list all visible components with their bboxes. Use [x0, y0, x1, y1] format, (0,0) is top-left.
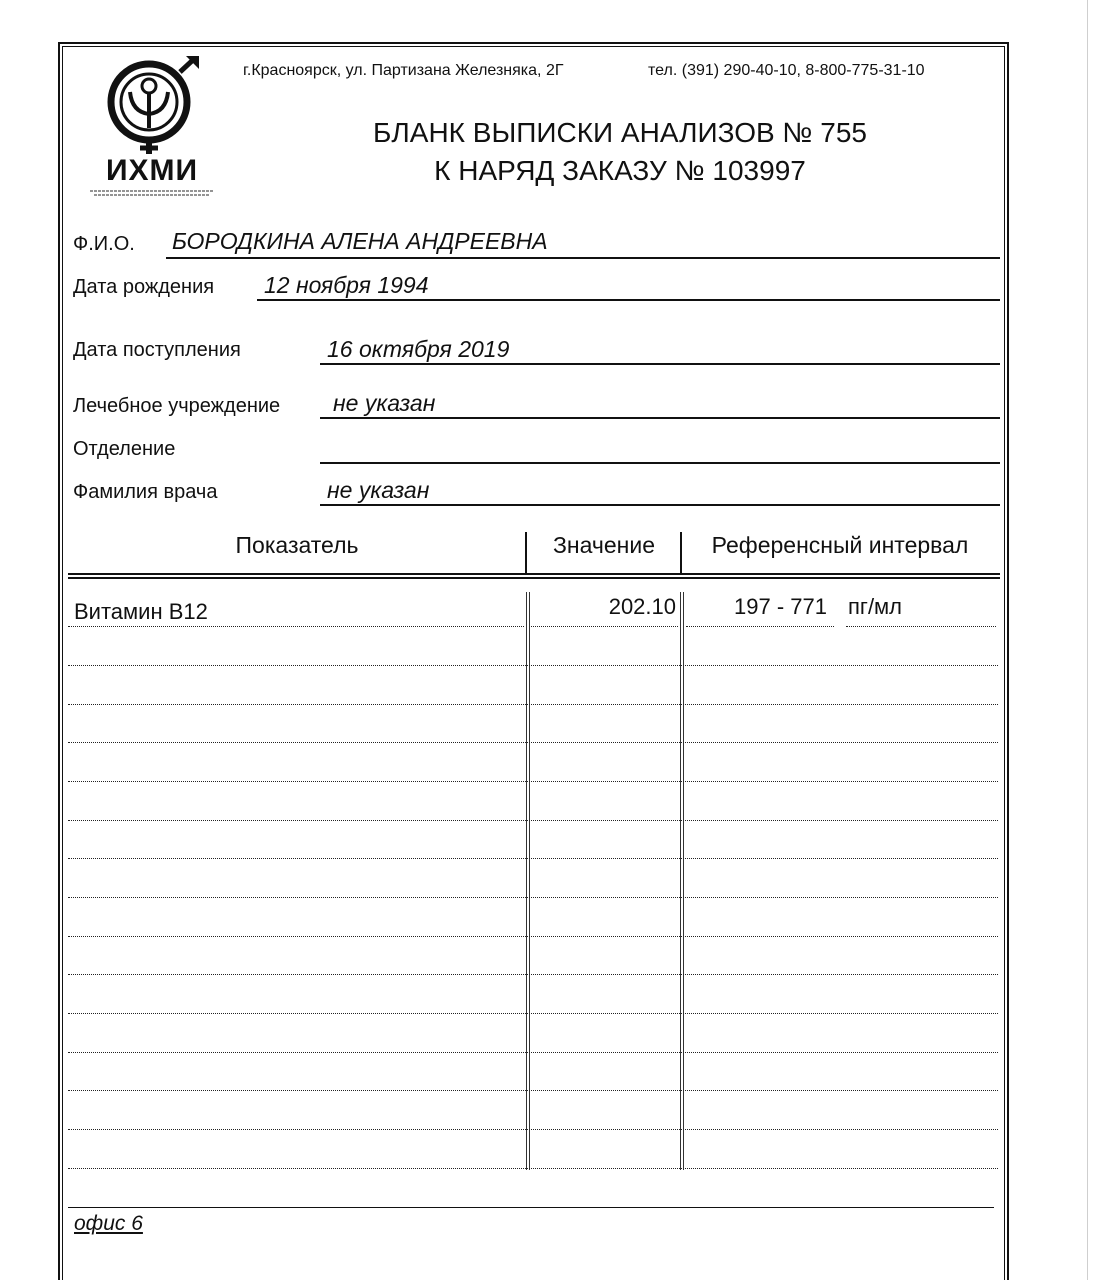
department-label: Отделение [73, 438, 176, 460]
header-divider-2 [680, 532, 682, 574]
fio-label: Ф.И.О. [73, 233, 135, 255]
table-row [68, 820, 998, 821]
row-1-dots-range [686, 626, 834, 627]
table-row [68, 1090, 998, 1091]
column-header-range: Референсный интервал [711, 532, 969, 558]
result-indicator: Витамин B12 [74, 599, 208, 624]
header-rule-bottom [68, 577, 1000, 579]
table-row [68, 1168, 998, 1169]
facility-value: не указан [333, 390, 436, 416]
table-row [68, 936, 998, 937]
table-row [68, 781, 998, 782]
footer-rule [68, 1207, 994, 1208]
department-underline [320, 462, 1000, 464]
result-value: 202.10 [608, 594, 676, 619]
form-title: БЛАНК ВЫПИСКИ АНАЛИЗОВ № 755 [373, 117, 867, 148]
header-rule-top [68, 573, 1000, 575]
column-header-value: Значение [553, 532, 655, 558]
doctor-value: не указан [327, 477, 430, 503]
fio-underline [166, 257, 1000, 259]
table-row [68, 665, 998, 666]
result-unit: пг/мл [848, 594, 903, 619]
admission-date-underline [320, 363, 1000, 365]
table-row [68, 704, 998, 705]
lab-logo [86, 56, 218, 206]
facility-label: Лечебное учреждение [73, 395, 281, 417]
column-header-indicator: Показатель [235, 532, 359, 558]
lab-phones: тел. (391) 290-40-10, 8-800-775-31-10 [648, 62, 925, 79]
body-divider-1a [526, 592, 527, 1170]
table-row [68, 897, 998, 898]
body-divider-1b [529, 592, 530, 1170]
table-row [68, 1052, 998, 1053]
birth-date-label: Дата рождения [73, 276, 215, 298]
header-divider-1 [525, 532, 527, 574]
office-note: офис 6 [74, 1212, 143, 1235]
facility-underline [320, 417, 1000, 419]
admission-date-value: 16 октября 2019 [327, 336, 510, 362]
lab-emblem-icon [86, 56, 218, 156]
doctor-underline [320, 504, 1000, 506]
birth-date-underline [257, 299, 1000, 301]
logo-subtitle-lines [88, 188, 216, 199]
fio-value: БОРОДКИНА АЛЕНА АНДРЕЕВНА [172, 228, 548, 254]
table-row [68, 858, 998, 859]
row-1-dots-indicator [68, 626, 524, 627]
body-divider-2b [683, 592, 684, 1170]
table-row [68, 1129, 998, 1130]
order-number: К НАРЯД ЗАКАЗУ № 103997 [434, 155, 806, 186]
lab-address: г.Красноярск, ул. Партизана Железняка, 2Г [243, 62, 564, 79]
table-row [68, 742, 998, 743]
result-range: 197 - 771 [734, 594, 827, 619]
body-divider-2a [680, 592, 681, 1170]
page-edge [1087, 0, 1088, 1280]
birth-date-value: 12 ноября 1994 [264, 272, 429, 298]
row-1-dots-value [531, 626, 678, 627]
admission-date-label: Дата поступления [73, 339, 241, 361]
logo-name: ИХМИ [105, 154, 199, 187]
doctor-label: Фамилия врача [73, 481, 218, 503]
table-row [68, 974, 998, 975]
table-row [68, 1013, 998, 1014]
row-1-dots-unit [846, 626, 996, 627]
